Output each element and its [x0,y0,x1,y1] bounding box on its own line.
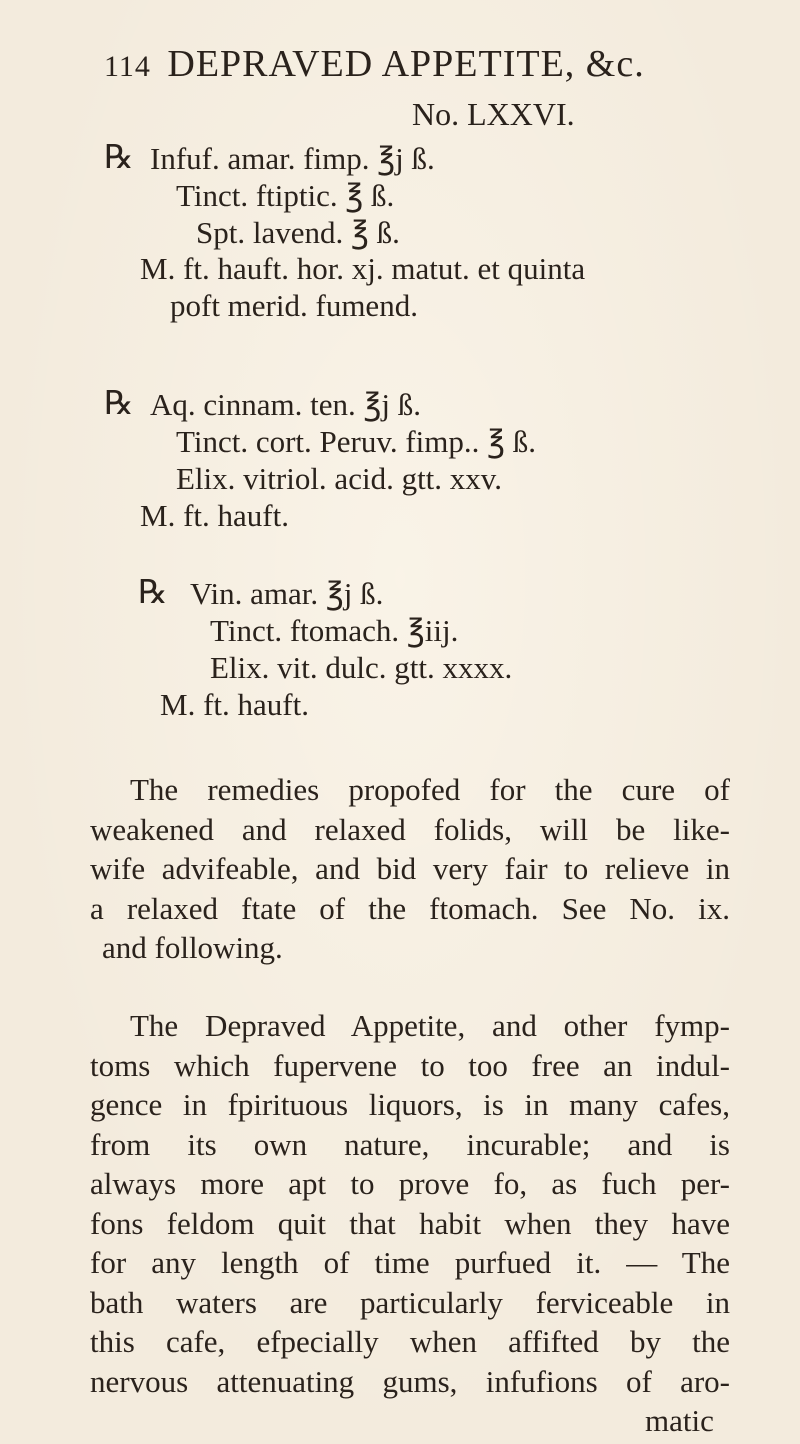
text-line: from its own nature, incurable; and is [90,1126,730,1162]
recipe-symbol: ℞ [104,140,134,176]
recipe-symbol: ℞ [138,575,168,611]
running-head [104,42,645,86]
prescription-line: Spt. lavend. ℥ ß. [196,215,400,250]
prescription-line: M. ft. hauft. [140,498,289,533]
text-line: The remedies propofed for the cure of [130,772,730,807]
prescription-line: Aq. cinnam. ten. ℥j ß. [150,387,422,422]
prescription-line: Infuf. amar. fimp. ℥j ß. [150,141,435,176]
text-line: and following. [102,930,283,965]
text-line: The Depraved Appetite, and other fymp- [130,1008,730,1043]
text-line: gence in fpirituous liquors, is in many cafes, [90,1087,730,1122]
text-line: nervous attenuating gums, infufions of aro- [90,1363,730,1399]
text-line: this cafe, efpecially when affifted by the [90,1324,730,1359]
text-line: weakened and relaxed folids, will be like- [90,811,730,847]
text-line: fons feldom quit that habit when they have [90,1205,730,1241]
text-line: toms which fupervene to too free an indul- [90,1047,730,1083]
prescription-line: poft merid. fumend. [170,288,418,323]
prescription-number-heading: No. LXXVI. [412,96,575,132]
paragraph-depraved-appetite [90,1006,730,1441]
text-line: wife advifeable, and bid very fair to relieve in [90,851,730,886]
page-number: 114 [104,50,151,83]
text-line: always more apt to prove fo, as fuch per- [90,1166,730,1201]
text-line: bath waters are particularly ferviceable in [90,1284,730,1320]
prescription-line: M. ft. hauft. [160,687,309,722]
text-line: for any length of time purfued it. — The [90,1245,730,1280]
running-head-title: DEPRAVED APPETITE, &c. [167,43,645,85]
prescription-line: M. ft. hauft. hor. xj. matut. et quinta [140,251,586,286]
prescription-line: Elix. vitriol. acid. gtt. xxv. [176,461,503,496]
text-line: a relaxed ftate of the ftomach. See No. ix. [90,890,730,926]
catchword: matic [645,1403,714,1438]
prescription-line: Tinct. cort. Peruv. fimp.. ℥ ß. [176,424,537,459]
prescription-line: Vin. amar. ℥j ß. [190,576,384,611]
prescription-line: Tinct. ftiptic. ℥ ß. [176,178,395,213]
paragraph-remedies [90,770,730,968]
prescription-line: Elix. vit. dulc. gtt. xxxx. [210,650,513,685]
prescription-line: Tinct. ftomach. ℥iij. [210,613,459,648]
recipe-symbol: ℞ [104,386,134,422]
